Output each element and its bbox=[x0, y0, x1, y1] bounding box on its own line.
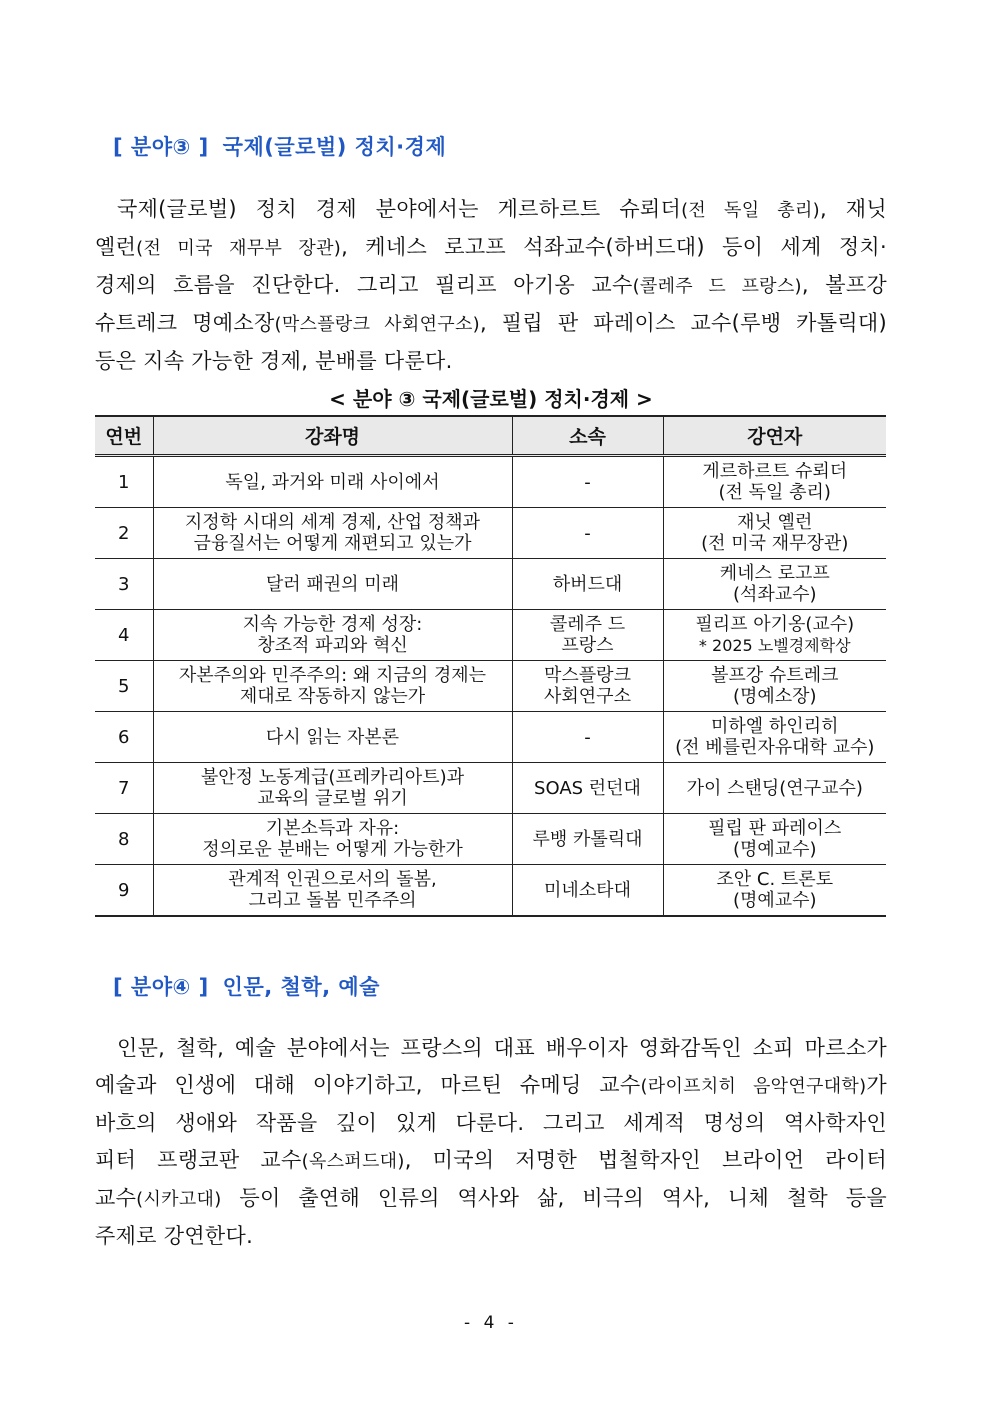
section-tag: [ 분야③ ] bbox=[113, 135, 209, 159]
section-heading-4 bbox=[113, 971, 380, 1001]
cell-no: 2 bbox=[95, 508, 153, 559]
table-row bbox=[95, 508, 886, 559]
paragraph-line: 슈트레크 명예소장(막스플랑크 사회연구소), 필립 판 파레이스 교수(루뱅 카톨릭대) bbox=[95, 311, 887, 335]
cell-title: 기본소득과 자유: 정의로운 분배는 어떻게 가능한가 bbox=[153, 814, 512, 865]
page-number: - 4 - bbox=[464, 1313, 518, 1333]
cell-org: 막스플랑크 사회연구소 bbox=[512, 661, 663, 712]
cell-title: 달러 패권의 미래 bbox=[153, 559, 512, 610]
lecture-table bbox=[95, 415, 886, 917]
cell-org: SOAS 런던대 bbox=[512, 763, 663, 814]
paragraph-line: 경제의 흐름을 진단한다. 그리고 필리프 아기옹 교수(콜레주 드 프랑스), 볼프강 bbox=[95, 273, 887, 297]
table-row bbox=[95, 712, 886, 763]
cell-speaker: 조안 C. 트론토 (명예교수) bbox=[663, 865, 886, 917]
cell-speaker: 필립 판 파레이스 (명예교수) bbox=[663, 814, 886, 865]
cell-title: 지속 가능한 경제 성장: 창조적 파괴와 혁신 bbox=[153, 610, 512, 661]
paragraph-line: 국제(글로벌) 정치 경제 분야에서는 게르하르트 슈뢰더(전 독일 총리), 재닛 bbox=[117, 197, 887, 221]
section-heading-3 bbox=[113, 131, 446, 161]
cell-no: 1 bbox=[95, 456, 153, 508]
table-row bbox=[95, 865, 886, 917]
cell-speaker: 케네스 로고프 (석좌교수) bbox=[663, 559, 886, 610]
section-tag: [ 분야④ ] bbox=[113, 975, 209, 999]
section-3-paragraph bbox=[95, 191, 887, 380]
header-no: 연번 bbox=[95, 416, 153, 456]
cell-speaker: 미하엘 하인리히 (전 베를린자유대학 교수) bbox=[663, 712, 886, 763]
header-speaker: 강연자 bbox=[663, 416, 886, 456]
table-row bbox=[95, 610, 886, 661]
cell-org: - bbox=[512, 712, 663, 763]
paragraph-line: 교수(시카고대) 등이 출연해 인류의 역사와 삶, 비극의 역사, 니체 철학 등을 bbox=[95, 1186, 887, 1210]
cell-title: 자본주의와 민주주의: 왜 지금의 경제는 제대로 작동하지 않는가 bbox=[153, 661, 512, 712]
cell-no: 9 bbox=[95, 865, 153, 917]
cell-org: 루뱅 카톨릭대 bbox=[512, 814, 663, 865]
cell-org: - bbox=[512, 508, 663, 559]
cell-org: - bbox=[512, 456, 663, 508]
cell-org: 하버드대 bbox=[512, 559, 663, 610]
paragraph-line: 옐런(전 미국 재무부 장관), 케네스 로고프 석좌교수(하버드대) 등이 세계 정치· bbox=[95, 235, 887, 259]
table-row bbox=[95, 814, 886, 865]
table-row bbox=[95, 559, 886, 610]
paragraph-line: 예술과 인생에 대해 이야기하고, 마르틴 슈메딩 교수(라이프치히 음악연구대학)가 bbox=[95, 1073, 887, 1097]
table-row bbox=[95, 763, 886, 814]
table-caption: < 분야 ③ 국제(글로벌) 정치·경제 > bbox=[329, 387, 653, 411]
header-org: 소속 bbox=[512, 416, 663, 456]
section-title: 인문, 철학, 예술 bbox=[222, 975, 380, 999]
cell-speaker: 가이 스탠딩(연구교수) bbox=[663, 763, 886, 814]
paragraph-line: 등은 지속 가능한 경제, 분배를 다룬다. bbox=[95, 349, 453, 373]
header-title: 강좌명 bbox=[153, 416, 512, 456]
cell-org: 미네소타대 bbox=[512, 865, 663, 917]
paragraph-line: 바흐의 생애와 작품을 깊이 있게 다룬다. 그리고 세계적 명성의 역사학자인 bbox=[95, 1111, 887, 1135]
cell-no: 5 bbox=[95, 661, 153, 712]
cell-no: 4 bbox=[95, 610, 153, 661]
cell-no: 3 bbox=[95, 559, 153, 610]
paragraph-line: 주제로 강연한다. bbox=[95, 1224, 254, 1248]
table-row bbox=[95, 456, 886, 508]
table-header-row bbox=[95, 416, 886, 456]
paragraph-line: 인문, 철학, 예술 분야에서는 프랑스의 대표 배우이자 영화감독인 소피 마르소가 bbox=[117, 1036, 887, 1060]
cell-no: 7 bbox=[95, 763, 153, 814]
section-title: 국제(글로벌) 정치·경제 bbox=[222, 135, 447, 159]
cell-title: 지정학 시대의 세계 경제, 산업 정책과 금융질서는 어떻게 재편되고 있는가 bbox=[153, 508, 512, 559]
section-4-paragraph bbox=[95, 1030, 887, 1255]
cell-speaker: 볼프강 슈트레크 (명예소장) bbox=[663, 661, 886, 712]
cell-title: 다시 읽는 자본론 bbox=[153, 712, 512, 763]
cell-no: 6 bbox=[95, 712, 153, 763]
cell-org: 콜레주 드 프랑스 bbox=[512, 610, 663, 661]
cell-title: 독일, 과거와 미래 사이에서 bbox=[153, 456, 512, 508]
cell-speaker: 게르하르트 슈뢰더 (전 독일 총리) bbox=[663, 456, 886, 508]
cell-title: 불안정 노동계급(프레카리아트)과 교육의 글로벌 위기 bbox=[153, 763, 512, 814]
table-row bbox=[95, 661, 886, 712]
cell-title: 관계적 인권으로서의 돌봄, 그리고 돌봄 민주주의 bbox=[153, 865, 512, 917]
cell-speaker: 재닛 옐런 (전 미국 재무장관) bbox=[663, 508, 886, 559]
cell-speaker: 필리프 아기옹(교수) * 2025 노벨경제학상 bbox=[663, 610, 886, 661]
cell-no: 8 bbox=[95, 814, 153, 865]
paragraph-line: 피터 프랭코판 교수(옥스퍼드대), 미국의 저명한 법철학자인 브라이언 라이터 bbox=[95, 1148, 888, 1172]
